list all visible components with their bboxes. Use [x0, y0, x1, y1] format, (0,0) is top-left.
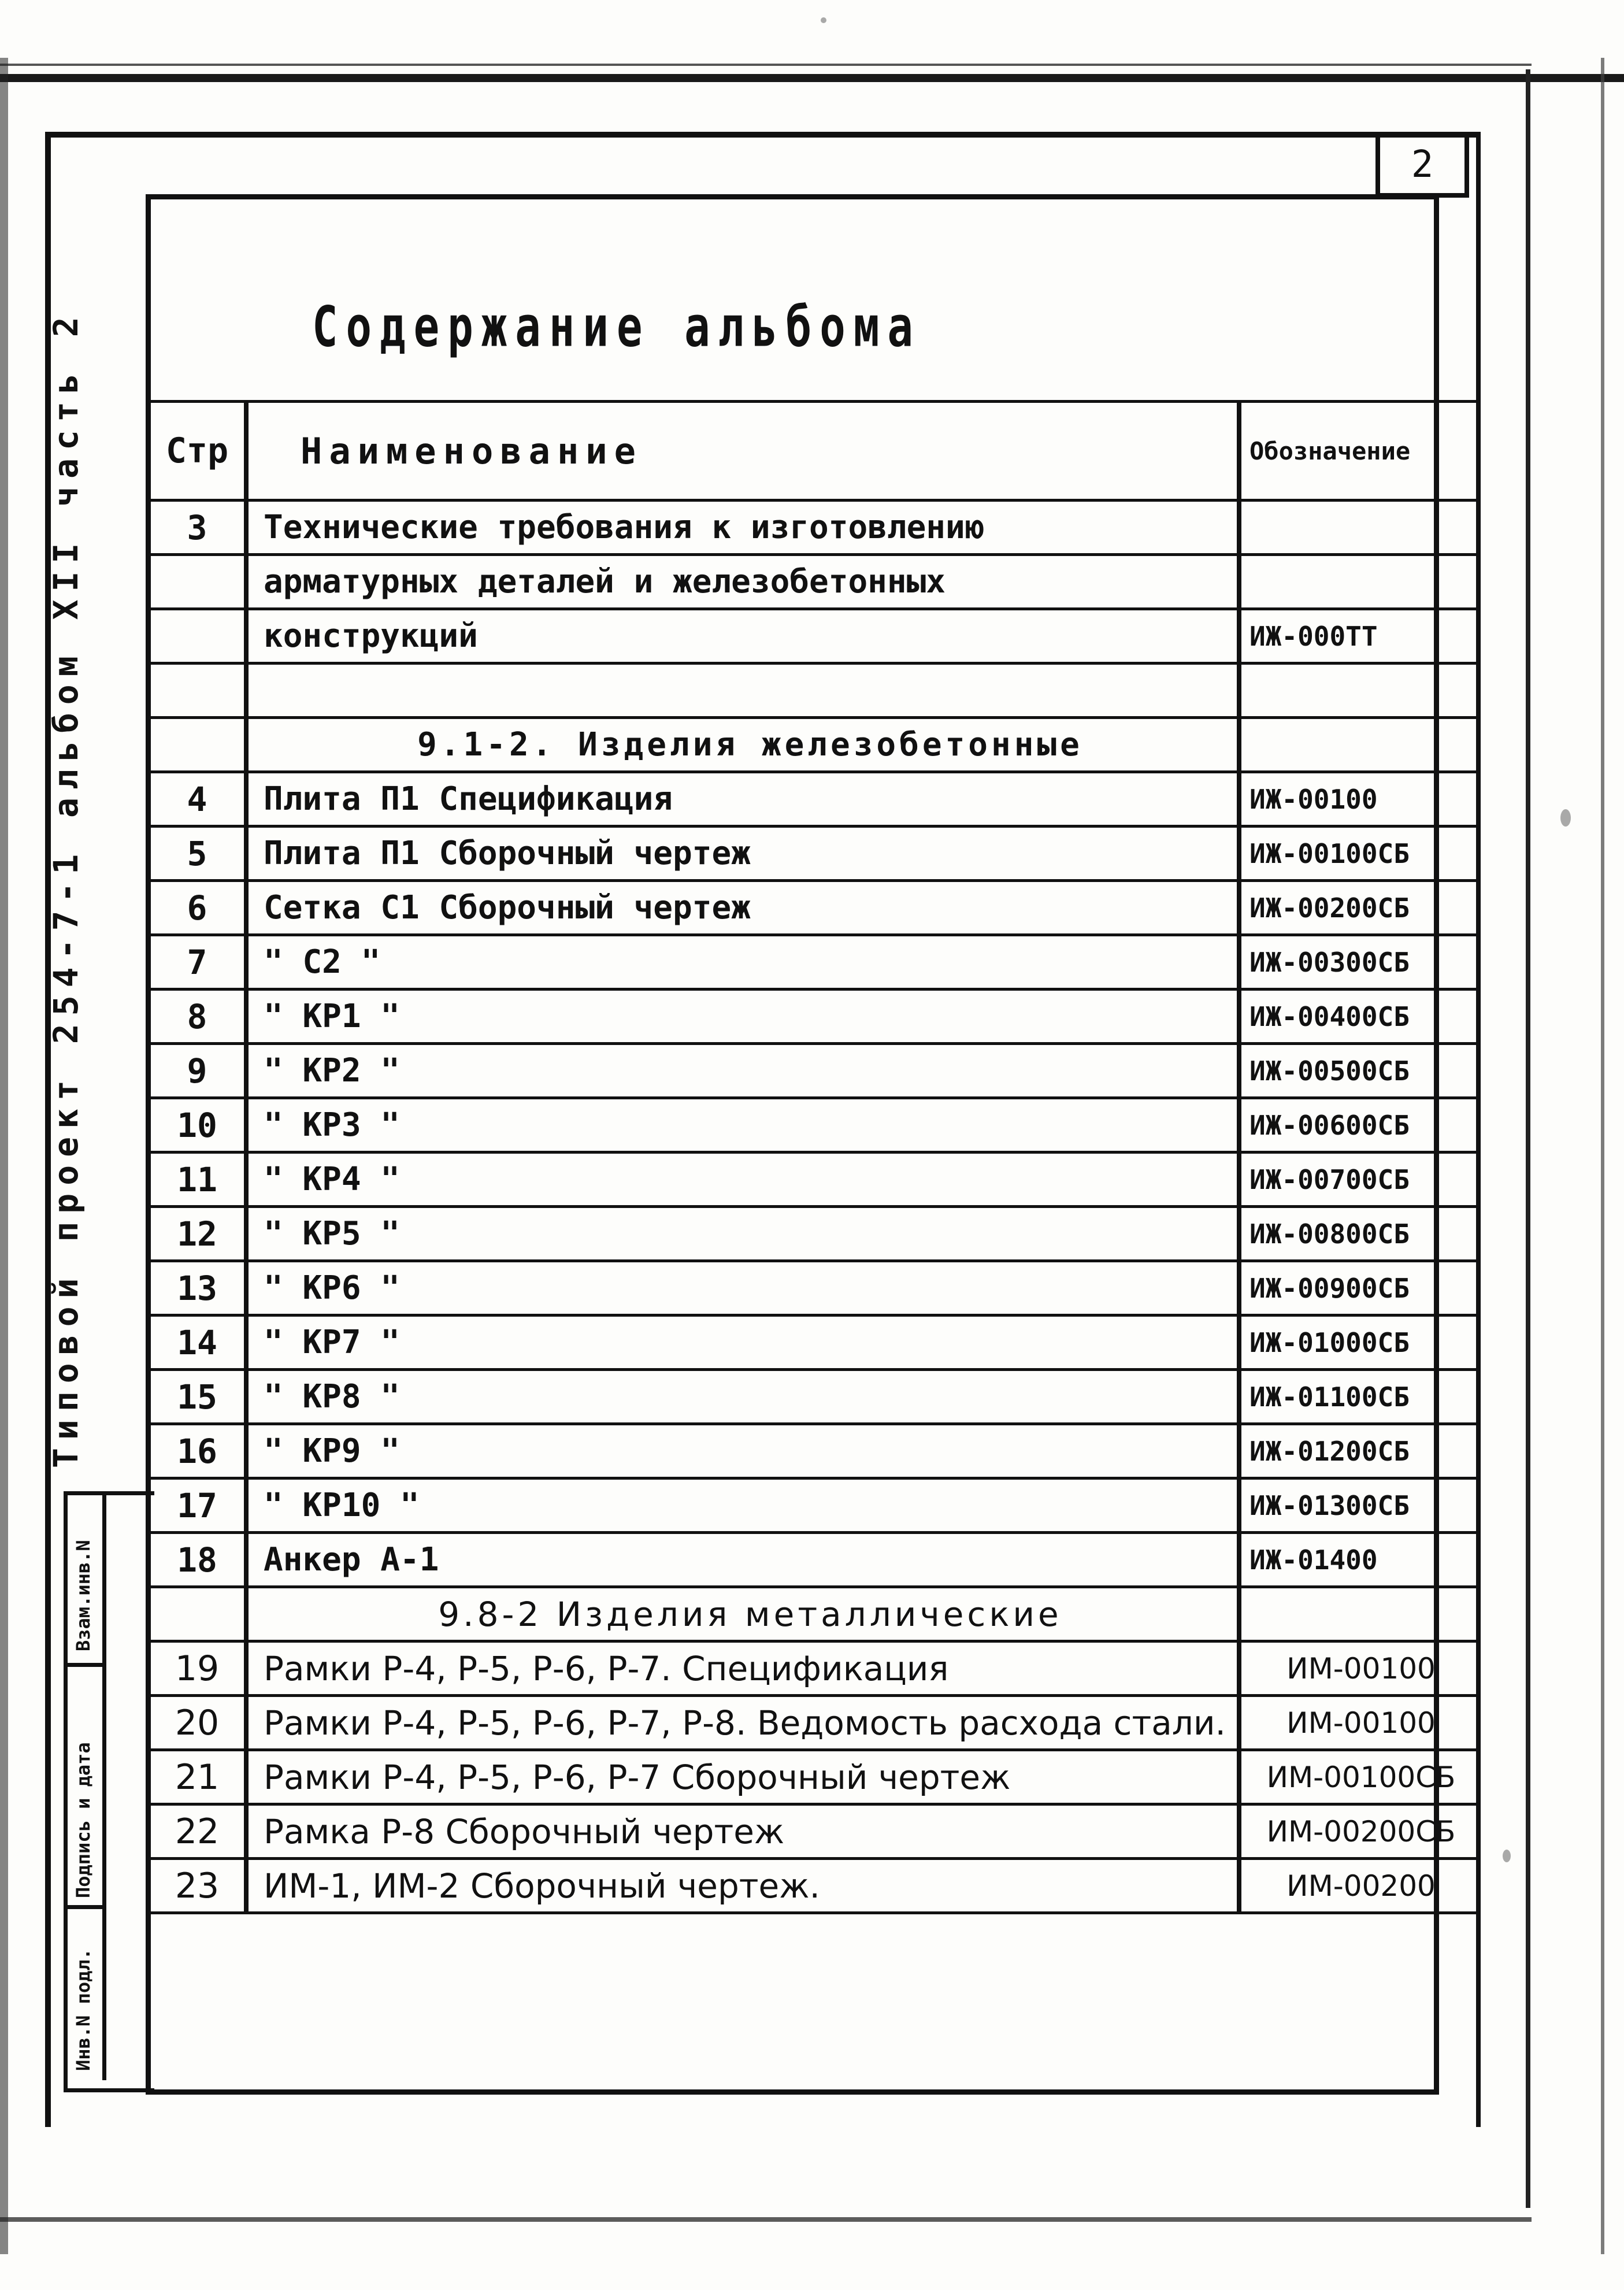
header-page: Стр [150, 402, 246, 501]
row-name: " КР9 " [246, 1424, 1239, 1479]
row-code: ИЖ-00100 [1239, 772, 1481, 827]
table-row [150, 1316, 1481, 1370]
scan-speck [1560, 809, 1571, 827]
row-code: ИЖ-01100СБ [1239, 1370, 1481, 1424]
row-page [150, 609, 246, 664]
page-title: Содержание альбома [312, 295, 921, 360]
table-row [150, 1370, 1481, 1424]
row-page: 11 [150, 1153, 246, 1207]
row-page: 6 [150, 881, 246, 935]
row-code [1239, 718, 1481, 772]
header-code: Обозначение [1239, 402, 1481, 501]
row-page: 21 [150, 1750, 246, 1804]
row-name: Плита П1 Сборочный чертеж [246, 827, 1239, 881]
stamp-label-podpis: Подпись и дата [72, 1742, 94, 1898]
row-page: 7 [150, 935, 246, 990]
table-row [150, 1424, 1481, 1479]
row-page: 10 [150, 1098, 246, 1153]
stamp-label-zam: Взам.инв.N [72, 1540, 94, 1651]
row-name: Плита П1 Спецификация [246, 772, 1239, 827]
row-code: ИЖ-00800СБ [1239, 1207, 1481, 1261]
row-name: " КР7 " [246, 1316, 1239, 1370]
row-code [1239, 664, 1481, 718]
row-page: 19 [150, 1641, 246, 1696]
row-code: ИМ-00100 [1239, 1696, 1481, 1750]
row-name: " С2 " [246, 935, 1239, 990]
row-code: ИЖ-000ТТ [1239, 609, 1481, 664]
row-page [150, 555, 246, 609]
row-page: 17 [150, 1479, 246, 1533]
row-code: ИЖ-00900СБ [1239, 1261, 1481, 1316]
table-row [150, 827, 1481, 881]
row-code: ИЖ-00200СБ [1239, 881, 1481, 935]
stamp-label-inv: Инв.N подл. [72, 1948, 94, 2071]
row-code: ИЖ-00500СБ [1239, 1044, 1481, 1098]
table-row [150, 1696, 1481, 1750]
stamp-cell-zam [68, 1495, 106, 1667]
row-page: 22 [150, 1804, 246, 1859]
row-page [150, 718, 246, 772]
table-row [150, 718, 1481, 772]
row-code: ИМ-00200СБ [1239, 1804, 1481, 1859]
row-name: " КР10 " [246, 1479, 1239, 1533]
row-code: ИЖ-00600СБ [1239, 1098, 1481, 1153]
row-page: 9 [150, 1044, 246, 1098]
row-code: ИМ-00200 [1239, 1859, 1481, 1913]
scan-edge [0, 64, 1532, 66]
table-row [150, 555, 1481, 609]
table-row [150, 609, 1481, 664]
row-name: Рамка Р-8 Сборочный чертеж [246, 1804, 1239, 1859]
row-page: 12 [150, 1207, 246, 1261]
row-name [246, 664, 1239, 718]
table-row [150, 881, 1481, 935]
row-name: 9.8-2 Изделия металлические [246, 1587, 1239, 1641]
row-code: ИЖ-00400СБ [1239, 990, 1481, 1044]
row-name: " КР4 " [246, 1153, 1239, 1207]
scan-edge [0, 74, 1624, 82]
row-code: ИЖ-00700СБ [1239, 1153, 1481, 1207]
row-page: 16 [150, 1424, 246, 1479]
stamp-strip [64, 1491, 154, 2092]
row-name: " КР6 " [246, 1261, 1239, 1316]
sheet-number: 2 [1375, 132, 1469, 198]
scan-speck [821, 17, 826, 23]
table-row [150, 1533, 1481, 1587]
row-page: 3 [150, 501, 246, 555]
row-page: 8 [150, 990, 246, 1044]
row-code: ИЖ-00100СБ [1239, 827, 1481, 881]
table-row [150, 1153, 1481, 1207]
stamp-cell-podpis [68, 1667, 106, 1909]
table-header-row [150, 402, 1481, 501]
stamp-cell-inv [68, 1909, 106, 2080]
scan-edge [1601, 58, 1604, 2254]
row-name: ИМ-1, ИМ-2 Сборочный чертеж. [246, 1859, 1239, 1913]
row-name: Анкер А-1 [246, 1533, 1239, 1587]
row-page [150, 664, 246, 718]
table-row [150, 935, 1481, 990]
row-name: " КР2 " [246, 1044, 1239, 1098]
table-row [150, 1750, 1481, 1804]
row-name: " КР1 " [246, 990, 1239, 1044]
table-row [150, 1804, 1481, 1859]
table-row [150, 1207, 1481, 1261]
row-page: 23 [150, 1859, 246, 1913]
row-page: 15 [150, 1370, 246, 1424]
row-code [1239, 501, 1481, 555]
row-page [150, 1587, 246, 1641]
scan-edge [0, 2217, 1532, 2222]
row-code [1239, 555, 1481, 609]
table-row [150, 1859, 1481, 1913]
table-row [150, 1261, 1481, 1316]
row-code: ИМ-00100 [1239, 1641, 1481, 1696]
scan-edge [1526, 69, 1530, 2208]
row-name: арматурных деталей и железобетонных [246, 555, 1239, 609]
row-name: конструкций [246, 609, 1239, 664]
row-name: Сетка С1 Сборочный чертеж [246, 881, 1239, 935]
row-code: ИЖ-01000СБ [1239, 1316, 1481, 1370]
row-page: 13 [150, 1261, 246, 1316]
table-row [150, 664, 1481, 718]
table-row [150, 1641, 1481, 1696]
row-code: ИЖ-01400 [1239, 1533, 1481, 1587]
scan-edge [0, 58, 8, 2254]
row-code: ИЖ-00300СБ [1239, 935, 1481, 990]
row-name: " КР5 " [246, 1207, 1239, 1261]
table-row [150, 1479, 1481, 1533]
scan-speck [1503, 1850, 1511, 1862]
row-name: Рамки Р-4, Р-5, Р-6, Р-7. Спецификация [246, 1641, 1239, 1696]
row-page: 20 [150, 1696, 246, 1750]
row-code: ИЖ-01300СБ [1239, 1479, 1481, 1533]
row-page: 14 [150, 1316, 246, 1370]
table-row [150, 501, 1481, 555]
row-page: 5 [150, 827, 246, 881]
table-row [150, 1044, 1481, 1098]
table-row [150, 990, 1481, 1044]
row-name: " КР8 " [246, 1370, 1239, 1424]
row-name: Рамки Р-4, Р-5, Р-6, Р-7, Р-8. Ведомость расхода стали. [246, 1696, 1239, 1750]
row-name: Рамки Р-4, Р-5, Р-6, Р-7 Сборочный чертеж [246, 1750, 1239, 1804]
row-name: 9.1-2. Изделия железобетонные [246, 718, 1239, 772]
spine-caption: Типовой проект 254-7-1 альбом XII часть 2 [46, 309, 86, 1468]
header-name: Наименование [246, 402, 1239, 501]
row-page: 18 [150, 1533, 246, 1587]
row-code [1239, 1587, 1481, 1641]
table-row [150, 1098, 1481, 1153]
row-page: 4 [150, 772, 246, 827]
row-name: Технические требования к изготовлению [246, 501, 1239, 555]
row-name: " КР3 " [246, 1098, 1239, 1153]
row-code: ИМ-00100СБ [1239, 1750, 1481, 1804]
table-row [150, 772, 1481, 827]
row-code: ИЖ-01200СБ [1239, 1424, 1481, 1479]
contents-table [150, 400, 1481, 1914]
table-row [150, 1587, 1481, 1641]
